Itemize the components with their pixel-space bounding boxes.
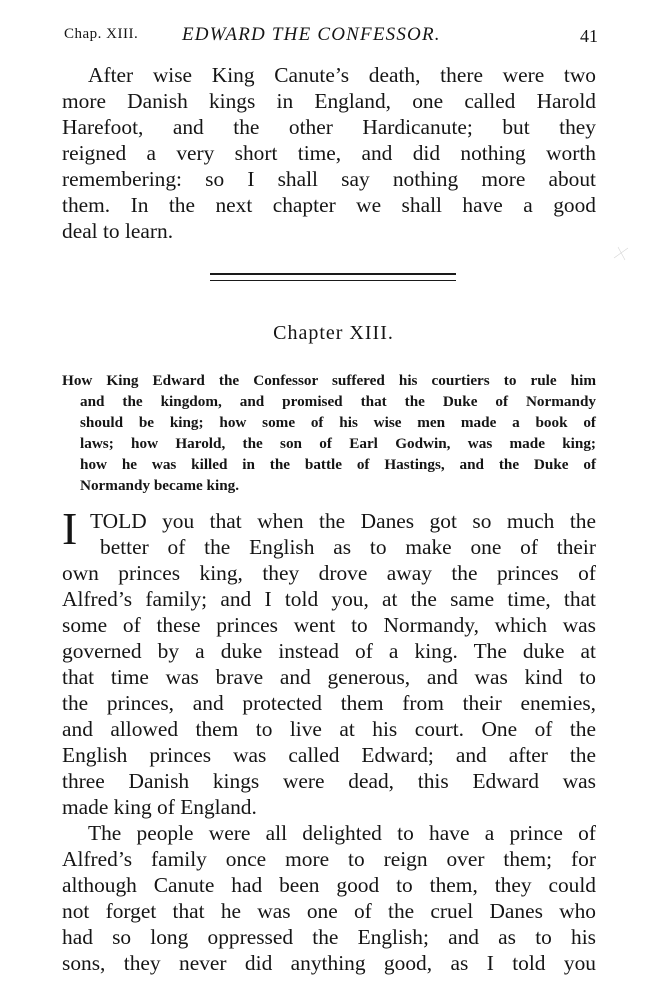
chapter-heading: Chapter XIII. — [273, 322, 394, 344]
text-line: although Canute had been good to them, they could — [62, 873, 596, 897]
chapter-summary — [62, 370, 596, 496]
text-line: some of these princes went to Normandy, which was — [62, 613, 596, 637]
text-line: governed by a duke instead of a king. The duke at — [62, 639, 596, 663]
text-line: deal to learn. — [62, 219, 174, 243]
page-number: 41 — [580, 26, 598, 46]
text-line: Harefoot, and the other Hardicanute; but they — [62, 115, 596, 139]
text-line: The people were all delighted to have a prince of — [88, 821, 596, 845]
text-line: them. In the next chapter we shall have a good — [62, 193, 596, 217]
summary-line: and the kingdom, and promised that the Duke of Normandy — [80, 393, 596, 410]
text-line: sons, they never did anything good, as I told you — [62, 951, 596, 975]
section-divider-bottom — [210, 280, 456, 281]
text-line: had so long oppressed the English; and as to his — [62, 925, 596, 949]
paper-mark — [612, 244, 630, 262]
text-line: reigned a very short time, and did nothing worth — [62, 141, 596, 165]
section-divider-top — [210, 273, 456, 275]
body-paragraph-2 — [62, 820, 596, 976]
summary-line: should be king; how some of his wise men made a book of — [80, 414, 596, 431]
text-line: and allowed them to live at his court. One of the — [62, 717, 596, 741]
text-line: own princes king, they drove away the princes of — [62, 561, 596, 585]
text-line: three Danish kings were dead, this Edward was — [62, 769, 596, 793]
running-head — [64, 24, 604, 48]
text-line: Alfred’s family once more to reign over them; for — [62, 847, 596, 871]
text-line: the princes, and protected them from their enemies, — [62, 691, 596, 715]
running-head-chapter: Chap. XIII. — [64, 26, 139, 42]
drop-cap: I — [62, 503, 78, 554]
text-line: remembering: so I shall say nothing more about — [62, 167, 596, 191]
summary-line: How King Edward the Confessor suffered his courtiers to rule him — [62, 372, 596, 389]
summary-line: laws; how Harold, the son of Earl Godwin, was made king; — [80, 435, 596, 452]
running-head-title: EDWARD THE CONFESSOR. — [182, 24, 441, 45]
text-line: that time was brave and generous, and was kind to — [62, 665, 596, 689]
text-line: made king of England. — [62, 795, 257, 819]
text-line: not forget that he was one of the cruel Danes who — [62, 899, 596, 923]
summary-line: how he was killed in the battle of Hastings, and the Duke of — [80, 456, 596, 473]
text-line: After wise King Canute’s death, there were two — [88, 63, 596, 87]
text-line: TOLD you that when the Danes got so much the — [90, 509, 596, 533]
text-line: more Danish kings in England, one called Harold — [62, 89, 596, 113]
body-paragraph-1 — [62, 503, 596, 820]
text-line: better of the English as to make one of their — [100, 535, 596, 559]
text-line: Alfred’s family; and I told you, at the same time, that — [62, 587, 596, 611]
text-line: English princes was called Edward; and after the — [62, 743, 596, 767]
intro-paragraph — [62, 62, 596, 244]
summary-line: Normandy became king. — [80, 477, 240, 494]
